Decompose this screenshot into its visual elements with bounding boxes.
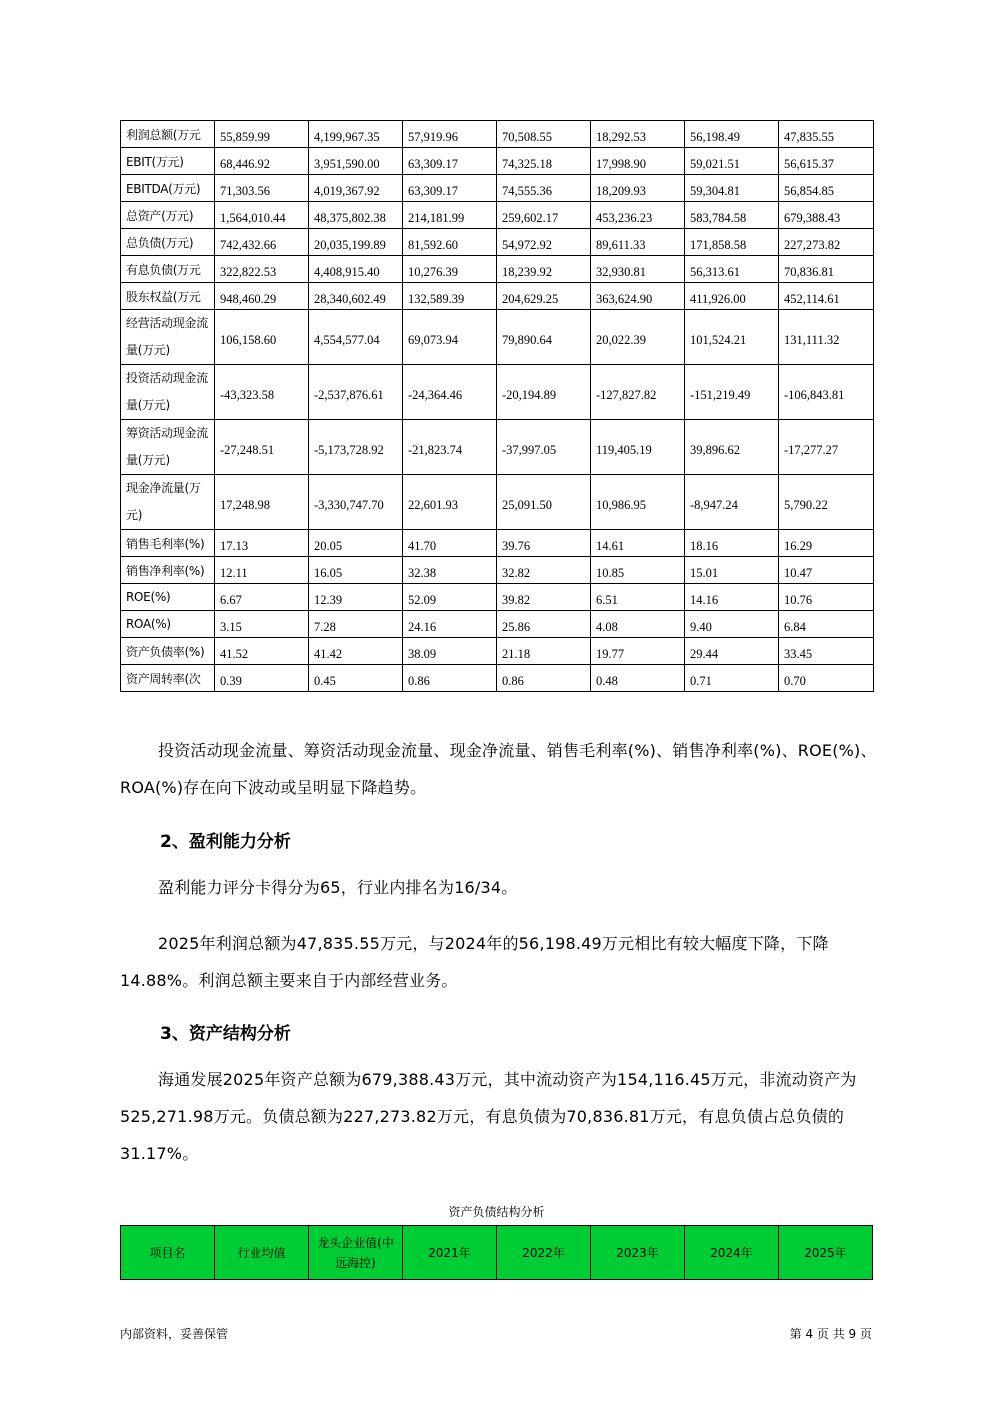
- table-cell: 48,375,802.38: [309, 202, 403, 229]
- section-heading-asset-structure: 3、资产结构分析: [160, 1024, 291, 1044]
- header-cell: 2022年: [497, 1226, 591, 1280]
- table-cell: 119,405.19: [591, 420, 685, 475]
- table-cell: 1,564,010.44: [215, 202, 309, 229]
- row-label: 经营活动现金流量(万元): [121, 310, 215, 365]
- table-cell: 28,340,602.49: [309, 283, 403, 310]
- trend-paragraph: 投资活动现金流量、筹资活动现金流量、现金净流量、销售毛利率(%)、销售净利率(%)、ROE(%)、ROA(%)存在向下波动或呈明显下降趋势。: [120, 741, 877, 797]
- table-cell: 39.76: [497, 530, 591, 557]
- table-cell: 0.86: [497, 665, 591, 692]
- table-cell: 55,859.99: [215, 121, 309, 148]
- header-cell: 行业均值: [215, 1226, 309, 1280]
- table-cell: 10,986.95: [591, 475, 685, 530]
- table-cell: 24.16: [403, 611, 497, 638]
- table-cell: -2,537,876.61: [309, 365, 403, 420]
- table-cell: 56,615.37: [779, 148, 874, 175]
- table-row: [121, 557, 874, 584]
- table-cell: 33.45: [779, 638, 874, 665]
- table-row: [121, 229, 874, 256]
- table-row: [121, 121, 874, 148]
- table-cell: -3,330,747.70: [309, 475, 403, 530]
- table-row: [121, 611, 874, 638]
- table-cell: 6.67: [215, 584, 309, 611]
- table-cell: 18.16: [685, 530, 779, 557]
- header-cell: 2025年: [779, 1226, 873, 1280]
- table-cell: 20,022.39: [591, 310, 685, 365]
- table-cell: 81,592.60: [403, 229, 497, 256]
- table-cell: 32.82: [497, 557, 591, 584]
- table-cell: 17.13: [215, 530, 309, 557]
- table-cell: 132,589.39: [403, 283, 497, 310]
- table-row: [121, 530, 874, 557]
- table-cell: 20,035,199.89: [309, 229, 403, 256]
- table-cell: 9.40: [685, 611, 779, 638]
- row-label: ROE(%): [121, 584, 215, 611]
- header-cell: 项目名: [121, 1226, 215, 1280]
- table-cell: 322,822.53: [215, 256, 309, 283]
- table-row: [121, 148, 874, 175]
- table-cell: 52.09: [403, 584, 497, 611]
- table-cell: 18,292.53: [591, 121, 685, 148]
- table-cell: 106,158.60: [215, 310, 309, 365]
- table-cell: -151,219.49: [685, 365, 779, 420]
- table-cell: 59,304.81: [685, 175, 779, 202]
- footer-page-number: 第 4 页 共 9 页: [789, 1327, 872, 1341]
- table-cell: -5,173,728.92: [309, 420, 403, 475]
- table-cell: 227,273.82: [779, 229, 874, 256]
- table-cell: 10.76: [779, 584, 874, 611]
- table-cell: 204,629.25: [497, 283, 591, 310]
- table-cell: 16.29: [779, 530, 874, 557]
- table-cell: 0.70: [779, 665, 874, 692]
- row-label: 利润总额(万元: [121, 121, 215, 148]
- table-cell: 16.05: [309, 557, 403, 584]
- table-cell: 41.70: [403, 530, 497, 557]
- table-cell: 0.48: [591, 665, 685, 692]
- table-cell: 6.51: [591, 584, 685, 611]
- table-cell: 5,790.22: [779, 475, 874, 530]
- table-cell: 742,432.66: [215, 229, 309, 256]
- table-cell: 39,896.62: [685, 420, 779, 475]
- table-cell: 29.44: [685, 638, 779, 665]
- table-cell: 12.11: [215, 557, 309, 584]
- table-cell: -20,194.89: [497, 365, 591, 420]
- table-cell: 10.47: [779, 557, 874, 584]
- table-cell: -106,843.81: [779, 365, 874, 420]
- table-header-row: [121, 1226, 873, 1280]
- table-cell: 3,951,590.00: [309, 148, 403, 175]
- table-cell: 70,836.81: [779, 256, 874, 283]
- table-cell: 4,199,967.35: [309, 121, 403, 148]
- table-cell: 3.15: [215, 611, 309, 638]
- row-label: 总资产(万元): [121, 202, 215, 229]
- table-row: [121, 283, 874, 310]
- table-cell: 59,021.51: [685, 148, 779, 175]
- table-cell: 214,181.99: [403, 202, 497, 229]
- table-cell: 63,309.17: [403, 148, 497, 175]
- table-cell: 7.28: [309, 611, 403, 638]
- header-cell: 龙头企业值(中远海控): [309, 1226, 403, 1280]
- table-caption: 资产负债结构分析: [448, 1205, 545, 1219]
- table-cell: 79,890.64: [497, 310, 591, 365]
- table-cell: 259,602.17: [497, 202, 591, 229]
- row-label: 股东权益(万元: [121, 283, 215, 310]
- table-cell: 57,919.96: [403, 121, 497, 148]
- table-cell: 32,930.81: [591, 256, 685, 283]
- table-cell: 41.42: [309, 638, 403, 665]
- table-cell: 32.38: [403, 557, 497, 584]
- table-cell: 0.71: [685, 665, 779, 692]
- table-cell: -21,823.74: [403, 420, 497, 475]
- header-cell: 2021年: [403, 1226, 497, 1280]
- row-label: 资产周转率(次: [121, 665, 215, 692]
- table-row: [121, 475, 874, 530]
- table-cell: 14.16: [685, 584, 779, 611]
- table-cell: 18,209.93: [591, 175, 685, 202]
- table-cell: 74,555.36: [497, 175, 591, 202]
- section-heading-profitability: 2、盈利能力分析: [160, 832, 291, 852]
- row-label: EBIT(万元): [121, 148, 215, 175]
- table-cell: 56,313.61: [685, 256, 779, 283]
- asset-detail-paragraph: 海通发展2025年资产总额为679,388.43万元，其中流动资产为154,116.45万元，非流动资产为525,271.98万元。负债总额为227,273.82万元，有息负债为70,836.81万元，有息负债占总负债的31.17%。: [120, 1070, 857, 1163]
- table-cell: -127,827.82: [591, 365, 685, 420]
- table-cell: 41.52: [215, 638, 309, 665]
- table-cell: 17,248.98: [215, 475, 309, 530]
- table-cell: 101,524.21: [685, 310, 779, 365]
- table-row: [121, 310, 874, 365]
- table-cell: 0.86: [403, 665, 497, 692]
- profit-detail-paragraph: 2025年利润总额为47,835.55万元，与2024年的56,198.49万元相比有较大幅度下降，下降14.88%。利润总额主要来自于内部经营业务。: [120, 934, 829, 990]
- table-row: [121, 202, 874, 229]
- table-cell: 38.09: [403, 638, 497, 665]
- table-cell: 4,019,367.92: [309, 175, 403, 202]
- header-cell: 2023年: [591, 1226, 685, 1280]
- table-cell: 54,972.92: [497, 229, 591, 256]
- table-cell: 131,111.32: [779, 310, 874, 365]
- table-cell: 70,508.55: [497, 121, 591, 148]
- row-label: 有息负债(万元: [121, 256, 215, 283]
- table-cell: -17,277.27: [779, 420, 874, 475]
- table-cell: 10,276.39: [403, 256, 497, 283]
- table-cell: 63,309.17: [403, 175, 497, 202]
- row-label: ROA(%): [121, 611, 215, 638]
- row-label: 现金净流量(万元): [121, 475, 215, 530]
- table-cell: 4,408,915.40: [309, 256, 403, 283]
- table-cell: 56,854.85: [779, 175, 874, 202]
- table-row: [121, 420, 874, 475]
- table-cell: -43,323.58: [215, 365, 309, 420]
- row-label: 销售净利率(%): [121, 557, 215, 584]
- table-cell: 21.18: [497, 638, 591, 665]
- table-cell: 583,784.58: [685, 202, 779, 229]
- row-label: 资产负债率(%): [121, 638, 215, 665]
- table-row: [121, 365, 874, 420]
- table-cell: -37,997.05: [497, 420, 591, 475]
- table-cell: 12.39: [309, 584, 403, 611]
- table-cell: 22,601.93: [403, 475, 497, 530]
- footer-confidential-note: 内部资料，妥善保管: [120, 1327, 229, 1341]
- table-cell: 20.05: [309, 530, 403, 557]
- header-cell: 2024年: [685, 1226, 779, 1280]
- table-cell: 453,236.23: [591, 202, 685, 229]
- table-cell: -24,364.46: [403, 365, 497, 420]
- row-label: 总负债(万元): [121, 229, 215, 256]
- table-row: [121, 665, 874, 692]
- table-cell: 14.61: [591, 530, 685, 557]
- table-cell: 15.01: [685, 557, 779, 584]
- table-cell: 69,073.94: [403, 310, 497, 365]
- table-cell: 17,998.90: [591, 148, 685, 175]
- table-cell: 4,554,577.04: [309, 310, 403, 365]
- table-cell: 25,091.50: [497, 475, 591, 530]
- financial-indicator-table: [120, 120, 874, 692]
- table-row: [121, 256, 874, 283]
- table-cell: 18,239.92: [497, 256, 591, 283]
- table-row: [121, 638, 874, 665]
- table-cell: 452,114.61: [779, 283, 874, 310]
- table-cell: 25.86: [497, 611, 591, 638]
- table-cell: 0.45: [309, 665, 403, 692]
- table-cell: 74,325.18: [497, 148, 591, 175]
- table-cell: 171,858.58: [685, 229, 779, 256]
- table-cell: 56,198.49: [685, 121, 779, 148]
- table-row: [121, 175, 874, 202]
- table-cell: -27,248.51: [215, 420, 309, 475]
- table-cell: 89,611.33: [591, 229, 685, 256]
- row-label: 筹资活动现金流量(万元): [121, 420, 215, 475]
- table-cell: 4.08: [591, 611, 685, 638]
- table-cell: -8,947.24: [685, 475, 779, 530]
- row-label: 销售毛利率(%): [121, 530, 215, 557]
- row-label: 投资活动现金流量(万元): [121, 365, 215, 420]
- table-cell: 10.85: [591, 557, 685, 584]
- profit-score-paragraph: 盈利能力评分卡得分为65，行业内排名为16/34。: [158, 878, 518, 897]
- table-cell: 71,303.56: [215, 175, 309, 202]
- table-cell: 39.82: [497, 584, 591, 611]
- table-cell: 363,624.90: [591, 283, 685, 310]
- table-cell: 948,460.29: [215, 283, 309, 310]
- table-cell: 0.39: [215, 665, 309, 692]
- balance-structure-table: [120, 1225, 873, 1280]
- row-label: EBITDA(万元): [121, 175, 215, 202]
- table-cell: 6.84: [779, 611, 874, 638]
- table-row: [121, 584, 874, 611]
- table-cell: 679,388.43: [779, 202, 874, 229]
- table-cell: 47,835.55: [779, 121, 874, 148]
- table-cell: 68,446.92: [215, 148, 309, 175]
- table-cell: 411,926.00: [685, 283, 779, 310]
- table-cell: 19.77: [591, 638, 685, 665]
